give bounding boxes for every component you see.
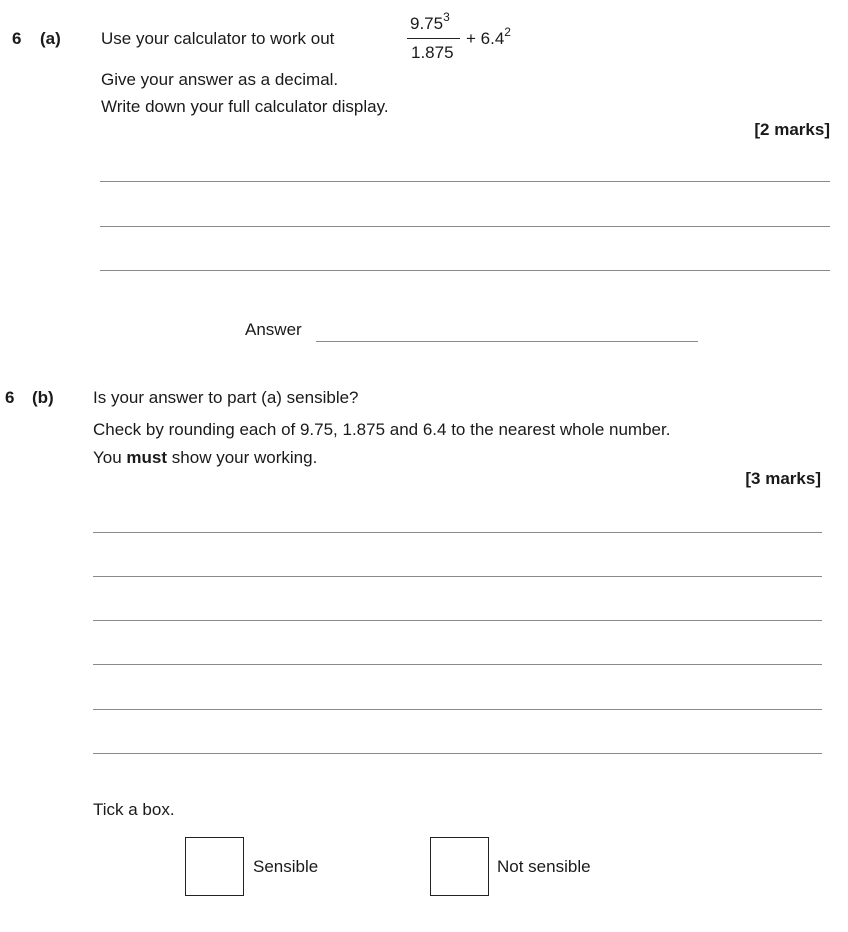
question-number: 6 bbox=[12, 29, 22, 48]
working-instruction: You must show your working. bbox=[93, 448, 318, 467]
working-line[interactable] bbox=[100, 181, 830, 182]
option-label-sensible: Sensible bbox=[253, 857, 319, 876]
fraction-bar bbox=[407, 38, 460, 39]
marks-a: [2 marks] bbox=[754, 120, 830, 139]
working-line[interactable] bbox=[93, 620, 822, 621]
plus-term: + $6.4^2$ bbox=[466, 25, 511, 48]
working-line[interactable] bbox=[93, 664, 822, 665]
tick-prompt: Tick a box. bbox=[93, 800, 175, 819]
checkbox-sensible[interactable] bbox=[185, 837, 244, 896]
answer-line[interactable] bbox=[316, 341, 698, 342]
part-label-a: (a) bbox=[40, 29, 61, 48]
question-prompt-a: Use your calculator to work out bbox=[101, 29, 335, 48]
fraction-numerator: 9.75$^3$ bbox=[410, 10, 450, 33]
rounding-instruction: Check by rounding each of 9.75, 1.875 and 6.4 to the nearest whole number. bbox=[93, 420, 671, 439]
working-line[interactable] bbox=[93, 532, 822, 533]
working-line[interactable] bbox=[93, 709, 822, 710]
marks-b: [3 marks] bbox=[745, 469, 821, 488]
option-label-not-sensible: Not sensible bbox=[497, 857, 591, 876]
question-number: 6 bbox=[5, 388, 15, 407]
answer-label: Answer bbox=[245, 320, 302, 339]
instruction-display: Write down your full calculator display. bbox=[101, 97, 389, 116]
instruction-decimal: Give your answer as a decimal. bbox=[101, 70, 339, 89]
fraction-denominator: 1.875 bbox=[411, 43, 454, 62]
part-label-b: (b) bbox=[32, 388, 54, 407]
working-line[interactable] bbox=[100, 226, 830, 227]
working-line[interactable] bbox=[93, 576, 822, 577]
question-prompt-b: Is your answer to part (a) sensible? bbox=[93, 388, 359, 407]
working-line[interactable] bbox=[93, 753, 822, 754]
working-line[interactable] bbox=[100, 270, 830, 271]
checkbox-not-sensible[interactable] bbox=[430, 837, 489, 896]
